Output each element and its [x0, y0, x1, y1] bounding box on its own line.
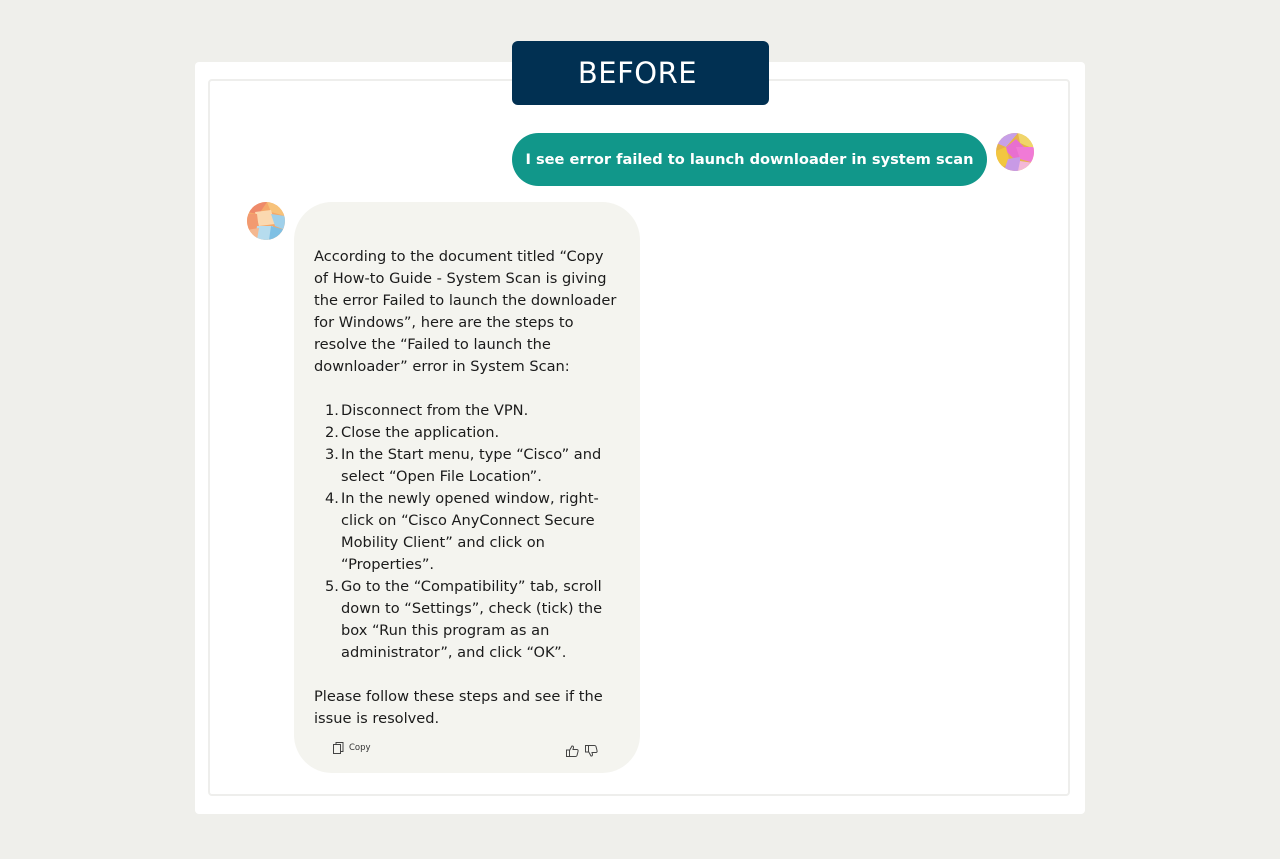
message-actions	[333, 742, 601, 756]
before-banner	[512, 41, 769, 105]
list-item: 4. In the newly opened window, right-click on “Cisco AnyConnect Secure Mobility Client” and click on “Properties”.	[325, 490, 599, 573]
assistant-intro: According to the document titled “Copy of How-to Guide - System Scan is giving the error Failed to launch the downloader for Windows”, here are the steps to resolve the “Failed to launch the downloader” error in System Scan:	[314, 248, 617, 375]
steps-list	[314, 400, 620, 664]
assistant-outro: Please follow these steps and see if the issue is resolved.	[314, 688, 603, 727]
thumbs-up-button[interactable]	[566, 742, 579, 761]
banner-label: BEFORE	[577, 56, 698, 90]
user-message-bubble	[512, 133, 987, 186]
list-item: 5. Go to the “Compatibility” tab, scroll down to “Settings”, check (tick) the box “Run this program as an administrator”, and click “OK”.	[325, 578, 603, 661]
copy-icon	[333, 742, 344, 754]
user-avatar	[996, 133, 1034, 171]
thumbs-up-icon	[566, 745, 579, 757]
list-item: 1. Disconnect from the VPN.	[325, 402, 529, 419]
user-message-text: I see error failed to launch downloader in system scan	[525, 151, 974, 168]
copy-label: Copy	[349, 743, 371, 753]
list-item: 3. In the Start menu, type “Cisco” and select “Open File Location”.	[325, 446, 602, 485]
assistant-message-bubble	[294, 202, 640, 773]
list-item: 2. Close the application.	[325, 424, 500, 441]
thumbs-down-icon	[585, 745, 598, 757]
assistant-message-text	[314, 246, 620, 730]
bot-avatar	[247, 202, 285, 240]
thumbs-down-button[interactable]	[585, 742, 598, 761]
copy-button[interactable]	[333, 742, 371, 754]
